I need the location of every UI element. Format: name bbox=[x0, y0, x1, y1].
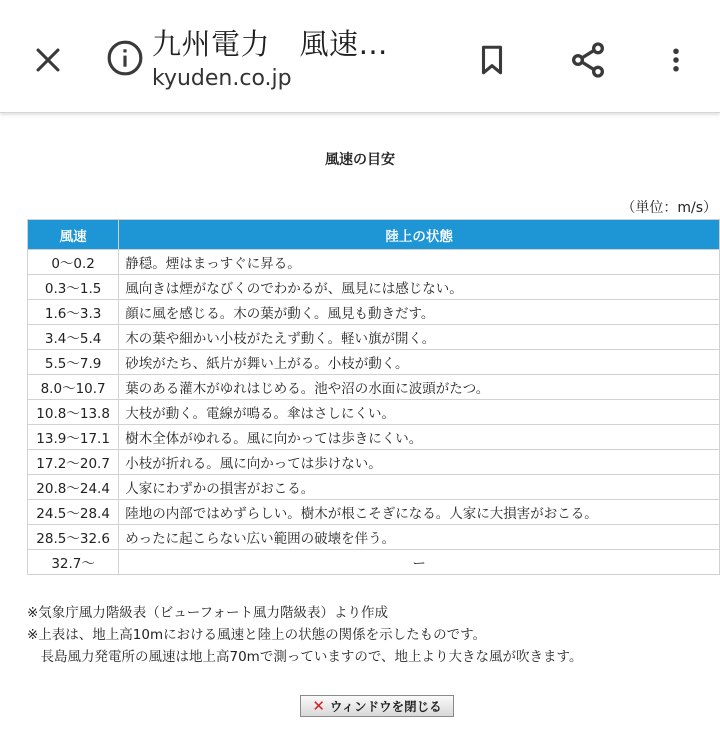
bookmark-icon bbox=[475, 41, 509, 79]
close-x-icon: ✕ bbox=[312, 697, 325, 715]
table-row bbox=[28, 400, 720, 425]
share-icon bbox=[568, 40, 608, 80]
note-line: 長島風力発電所の風速は地上高70mで測っていますので、地上より大きな風が吹きます。 bbox=[27, 649, 583, 665]
table-row bbox=[28, 500, 720, 525]
page-heading: 風速の目安 bbox=[325, 152, 395, 168]
page-url: kyuden.co.jp bbox=[152, 66, 292, 91]
browser-toolbar bbox=[0, 0, 720, 113]
wind-speed-cell: 0.3〜1.5 bbox=[28, 275, 119, 300]
table-body bbox=[28, 250, 720, 575]
notes bbox=[27, 602, 582, 668]
land-condition-cell: 樹木全体がゆれる。風に向かっては歩きにくい。 bbox=[119, 425, 720, 450]
unit-label: （単位：m/s） bbox=[621, 200, 717, 216]
table-row bbox=[28, 550, 720, 575]
wind-speed-cell: 5.5〜7.9 bbox=[28, 350, 119, 375]
land-condition-cell: めったに起こらない広い範囲の破壊を伴う。 bbox=[119, 525, 720, 550]
close-icon bbox=[31, 43, 65, 77]
bookmark-button[interactable] bbox=[466, 34, 518, 86]
land-condition-cell: 砂埃がたち、紙片が舞い上がる。小枝が動く。 bbox=[119, 350, 720, 375]
table-row bbox=[28, 425, 720, 450]
table-header-row bbox=[28, 220, 720, 250]
table-row bbox=[28, 325, 720, 350]
note-line: ※気象庁風力階級表（ビューフォート風力階級表）より作成 bbox=[27, 605, 388, 621]
land-condition-cell: 風向きは煙がなびくのでわかるが、風見には感じない。 bbox=[119, 275, 720, 300]
close-button[interactable] bbox=[22, 34, 74, 86]
wind-speed-table bbox=[27, 219, 720, 575]
wind-speed-cell: 3.4〜5.4 bbox=[28, 325, 119, 350]
wind-speed-cell: 17.2〜20.7 bbox=[28, 450, 119, 475]
table-row bbox=[28, 350, 720, 375]
table-row bbox=[28, 375, 720, 400]
table-row bbox=[28, 275, 720, 300]
page-title: 九州電力 風速… bbox=[152, 27, 389, 61]
site-info-button[interactable] bbox=[103, 36, 147, 80]
column-header-condition: 陸上の状態 bbox=[119, 220, 720, 250]
wind-speed-cell: 32.7〜 bbox=[28, 550, 119, 575]
wind-speed-cell: 1.6〜3.3 bbox=[28, 300, 119, 325]
wind-speed-cell: 0〜0.2 bbox=[28, 250, 119, 275]
close-window-label: ウィンドウを閉じる bbox=[329, 699, 442, 714]
table-row bbox=[28, 250, 720, 275]
table-row bbox=[28, 525, 720, 550]
table-row bbox=[28, 300, 720, 325]
table-row bbox=[28, 450, 720, 475]
more-options-button[interactable] bbox=[650, 34, 702, 86]
land-condition-cell: 葉のある灌木がゆれはじめる。池や沼の水面に波頭がたつ。 bbox=[119, 375, 720, 400]
close-window-button[interactable] bbox=[300, 695, 454, 717]
wind-speed-cell: 24.5〜28.4 bbox=[28, 500, 119, 525]
share-button[interactable] bbox=[562, 34, 614, 86]
wind-speed-cell: 28.5〜32.6 bbox=[28, 525, 119, 550]
column-header-speed: 風速 bbox=[28, 220, 119, 250]
land-condition-cell: 小枝が折れる。風に向かっては歩けない。 bbox=[119, 450, 720, 475]
wind-speed-cell: 13.9〜17.1 bbox=[28, 425, 119, 450]
wind-speed-cell: 20.8〜24.4 bbox=[28, 475, 119, 500]
info-icon bbox=[106, 39, 144, 77]
land-condition-cell: 大枝が動く。電線が鳴る。傘はさしにくい。 bbox=[119, 400, 720, 425]
land-condition-cell: 陸地の内部ではめずらしい。樹木が根こそぎになる。人家に大損害がおこる。 bbox=[119, 500, 720, 525]
land-condition-cell: 顔に風を感じる。木の葉が動く。風見も動きだす。 bbox=[119, 300, 720, 325]
note-line: ※上表は、地上高10mにおける風速と陸上の状態の関係を示したものです。 bbox=[27, 627, 487, 643]
more-vert-icon bbox=[661, 40, 691, 80]
table-row bbox=[28, 475, 720, 500]
land-condition-cell: 人家にわずかの損害がおこる。 bbox=[119, 475, 720, 500]
land-condition-cell: ー bbox=[119, 550, 720, 575]
land-condition-cell: 木の葉や細かい小枝がたえず動く。軽い旗が開く。 bbox=[119, 325, 720, 350]
wind-speed-cell: 8.0〜10.7 bbox=[28, 375, 119, 400]
page-content bbox=[0, 113, 720, 753]
wind-speed-cell: 10.8〜13.8 bbox=[28, 400, 119, 425]
land-condition-cell: 静穏。煙はまっすぐに昇る。 bbox=[119, 250, 720, 275]
